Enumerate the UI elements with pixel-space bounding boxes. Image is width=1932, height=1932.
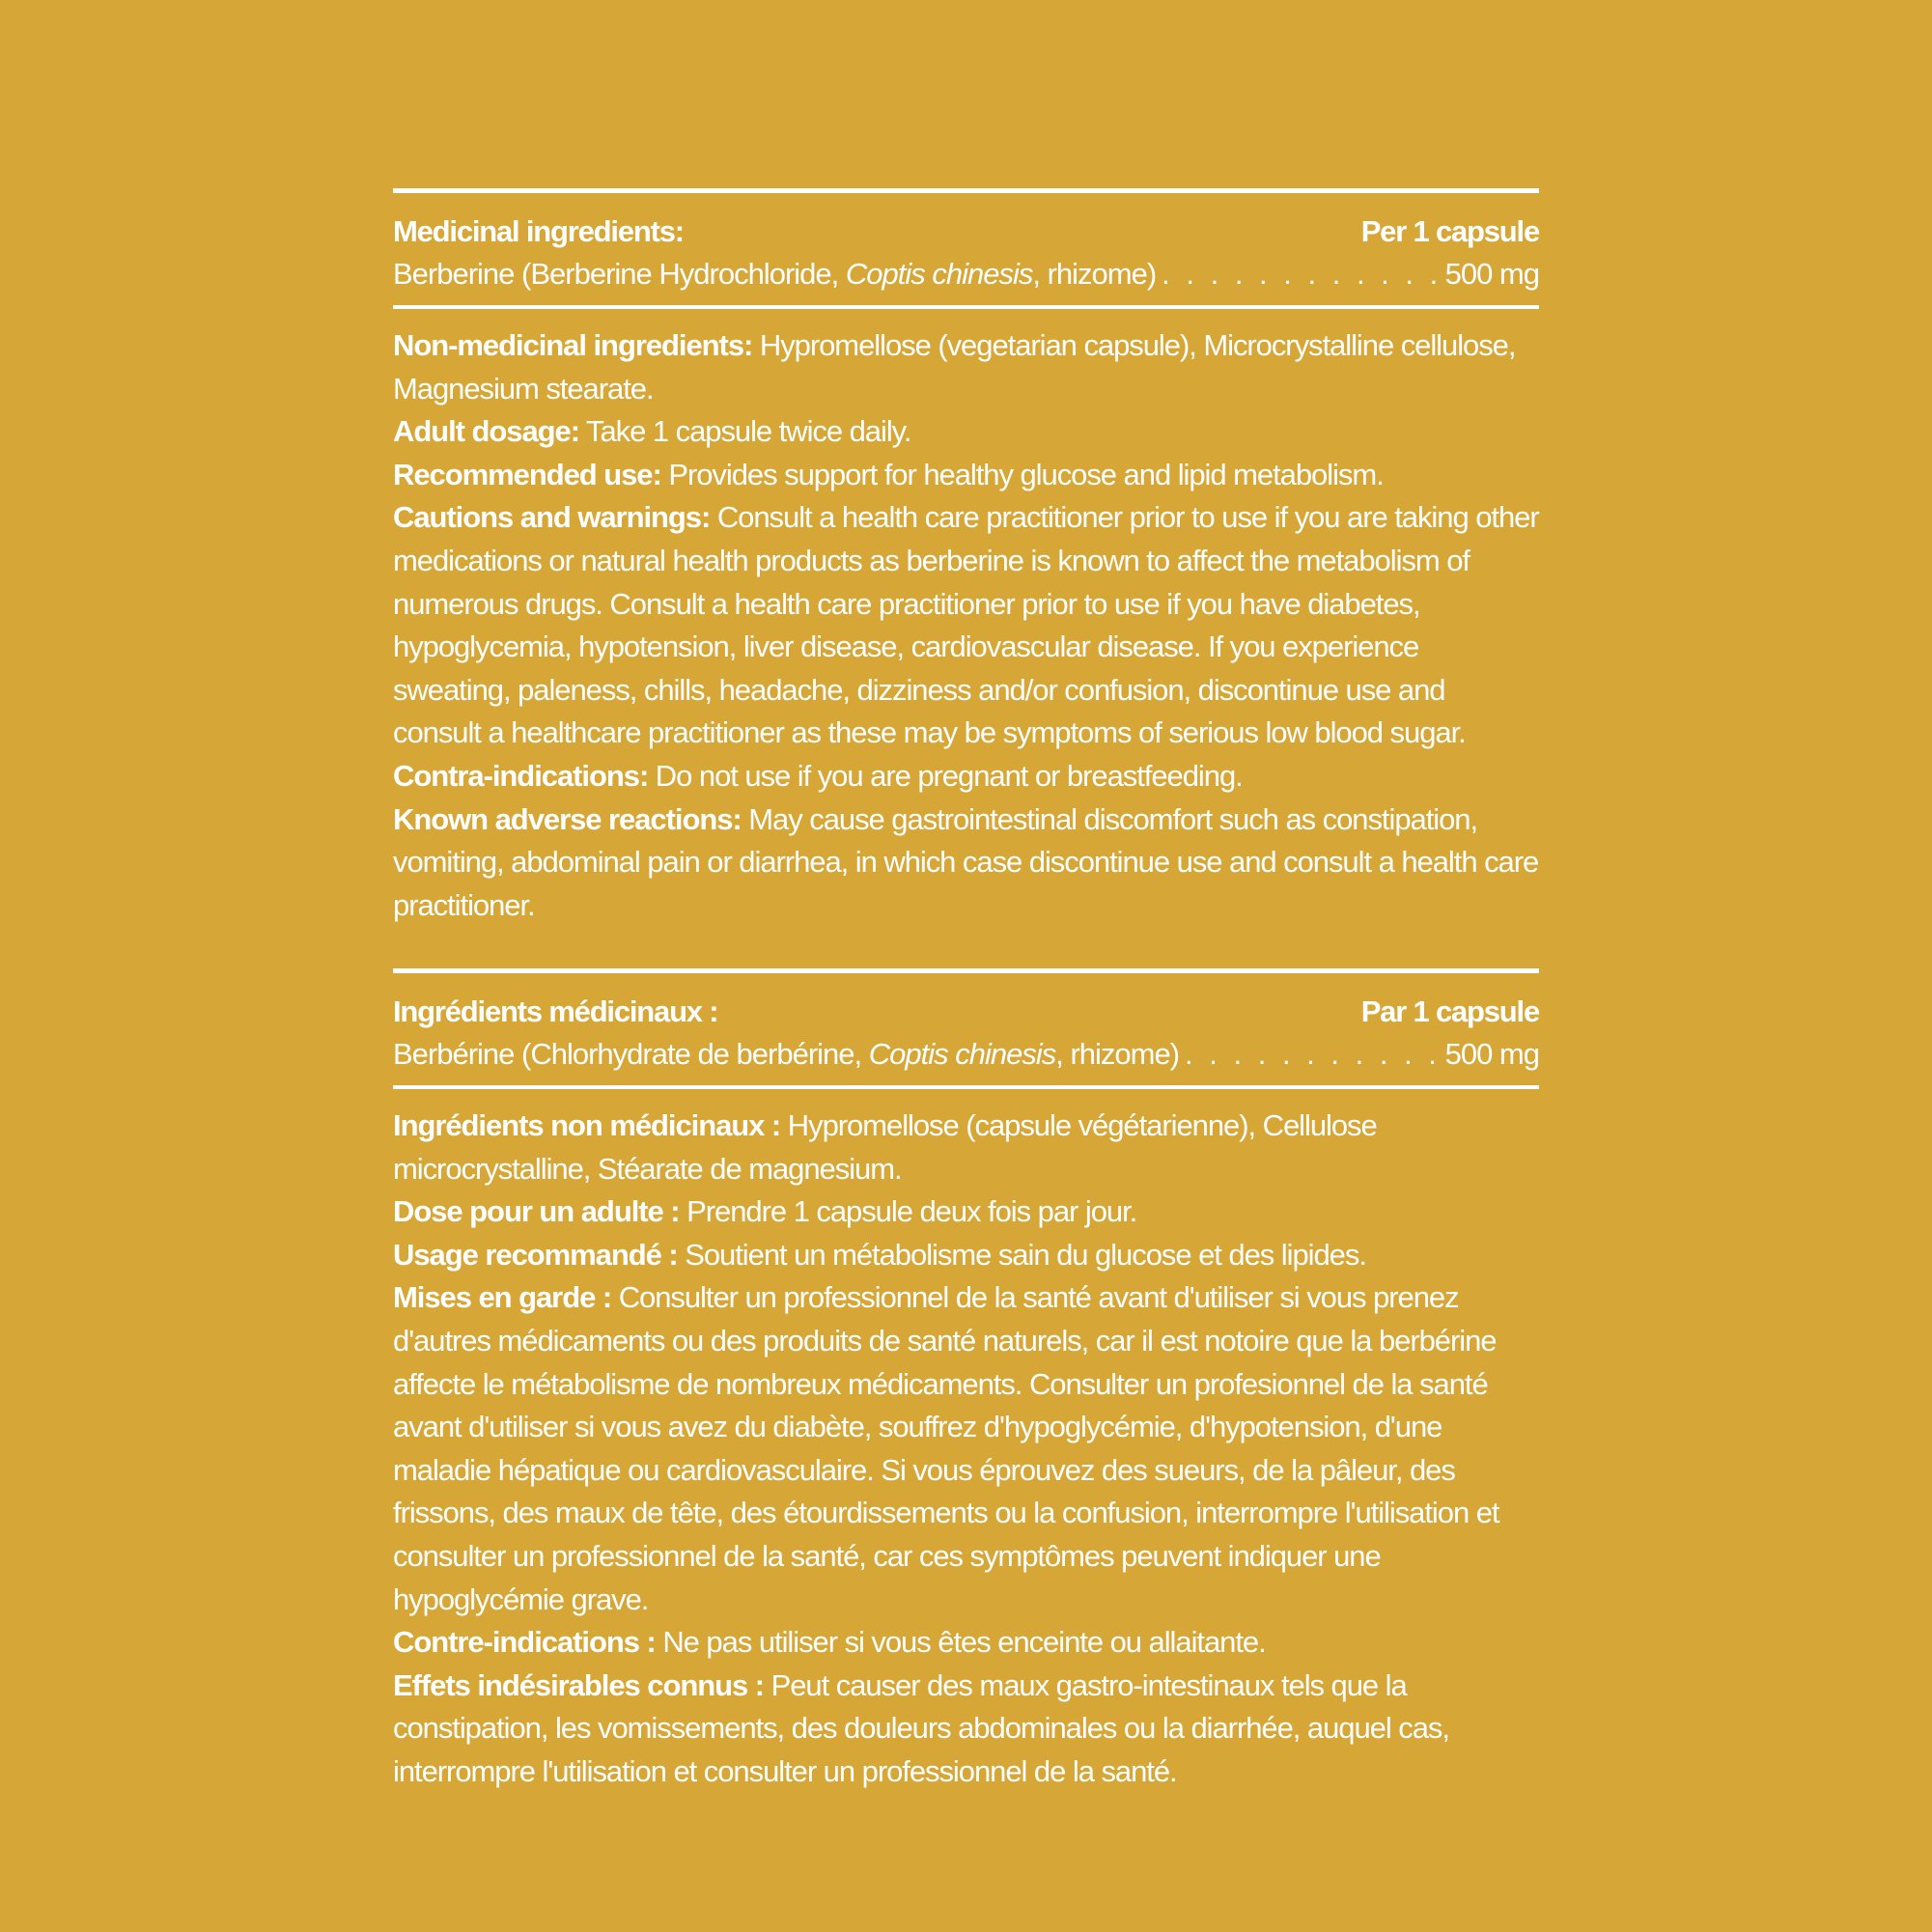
french-label-panel [393, 968, 1539, 1794]
per-capsule-heading: Par 1 capsule [1360, 994, 1539, 1028]
ingredient-prefix: Berberine (Berberine Hydrochloride, [393, 257, 846, 291]
section-label: Non-medicinal ingredients: [393, 328, 753, 362]
section-text: Consulter un professionnel de la santé avant d'utiliser si vous prenez d'autres médicaments ou des produits de santé naturels, car il est notoire que la berbérine affecte le métabolisme de nombreux médicaments. Consulter un profesionnel de la santé avant d'utiliser si vous avez du diabète, souffrez d'hypoglycémie, d'hypotension, d'une maladie hépatique ou cardiovasculaire. Si vous éprouvez des sueurs, de la pâleur, des frissons, des maux de tête, des étourdissements ou la confusion, interrompre l'utilisation et consulter un professionnel de la santé, car ces symptômes peuvent indiquer une hypoglycémie grave. [393, 1280, 1499, 1616]
section-label: Ingrédients non médicinaux : [393, 1108, 781, 1142]
medicinal-header-row [393, 210, 1539, 253]
section-non-medicinal [393, 324, 1539, 410]
section-contra-indications [393, 755, 1539, 798]
section-adverse-reactions [393, 1665, 1539, 1794]
ingredient-name [393, 253, 1156, 295]
section-label: Cautions and warnings: [393, 500, 711, 535]
section-text: Soutient un métabolisme sain du glucose et des lipides. [677, 1237, 1366, 1272]
section-text: Hypromellose (vegetarian capsule), Microcrystalline cellulose, Magnesium stearate. [393, 328, 1516, 406]
section-label: Dose pour un adulte : [393, 1194, 680, 1229]
section-text: Provides support for healthy glucose and lipid metabolism. [660, 457, 1384, 491]
section-label: Effets indésirables connus : [393, 1667, 765, 1702]
section-label: Contra-indications: [393, 758, 649, 793]
section-label: Mises en garde : [393, 1280, 612, 1315]
section-label: Adult dosage: [393, 414, 580, 449]
medicinal-ingredients-block [393, 973, 1539, 1085]
ingredient-species: Coptis chinesis [868, 1037, 1056, 1071]
section-text: Prendre 1 capsule deux fois par jour. [679, 1194, 1137, 1229]
section-label: Usage recommandé : [393, 1237, 678, 1272]
section-label: Contre-indications : [393, 1625, 656, 1660]
ingredient-species: Coptis chinesis [845, 257, 1033, 291]
section-text: Consult a health care practitioner prior to use if you are taking other medications or natural health products as berberine is known to affect the metabolism of numerous drugs. Consult a health care practitioner prior to use if you have diabetes, hypoglycemia, hypotension, liver disease, cardiovascular disease. If you experience sweating, paleness, chills, headache, dizziness and/or confusion, discontinue use and consult a healthcare practitioner as these may be symptoms of serious low blood sugar. [393, 500, 1539, 750]
section-adult-dosage [393, 410, 1539, 454]
ingredient-suffix: , rhizome) [1032, 257, 1157, 291]
ingredient-row [393, 253, 1539, 295]
section-text: Peut causer des maux gastro-intestinaux tels que la constipation, les vomissements, des douleurs abdominales ou la diarrhée, auquel cas, interrompre l'utilisation et consulter un professionnel de la santé. [393, 1667, 1449, 1788]
ingredient-prefix: Berbérine (Chlorhydrate de berbérine, [393, 1037, 869, 1071]
section-text: Do not use if you are pregnant or breastfeeding. [648, 758, 1243, 793]
french-details [393, 1089, 1539, 1794]
ingredient-amount: 500 mg [1444, 1037, 1539, 1071]
ingredient-row [393, 1033, 1539, 1076]
section-cautions [393, 496, 1539, 755]
section-non-medicinal [393, 1105, 1539, 1190]
english-details [393, 309, 1539, 927]
section-recommended-use [393, 454, 1539, 497]
section-label: Recommended use: [393, 457, 661, 491]
medicinal-ingredients-block [393, 193, 1539, 305]
section-contra-indications [393, 1621, 1539, 1665]
section-text: Take 1 capsule twice daily. [579, 414, 911, 449]
medicinal-heading: Ingrédients médicinaux : [393, 994, 718, 1028]
leader-dots [1162, 253, 1439, 295]
section-adult-dosage [393, 1190, 1539, 1234]
medicinal-heading: Medicinal ingredients: [393, 214, 684, 248]
section-label: Known adverse reactions: [393, 801, 742, 836]
per-capsule-heading: Per 1 capsule [1360, 214, 1539, 248]
leader-dots [1185, 1033, 1440, 1076]
medicinal-header-row [393, 991, 1539, 1033]
section-text: Hypromellose (capsule végétarienne), Cellulose microcrystalline, Stéarate de magnesium. [393, 1108, 1377, 1186]
section-text: Ne pas utiliser si vous êtes enceinte ou allaitante. [655, 1625, 1266, 1660]
section-cautions [393, 1276, 1539, 1621]
english-label-panel [393, 188, 1539, 927]
section-recommended-use [393, 1234, 1539, 1277]
section-adverse-reactions [393, 798, 1539, 928]
ingredient-suffix: , rhizome) [1055, 1037, 1180, 1071]
ingredient-amount: 500 mg [1444, 257, 1539, 291]
ingredient-name [393, 1033, 1179, 1076]
section-text: May cause gastrointestinal discomfort such as constipation, vomiting, abdominal pain or diarrhea, in which case discontinue use and consult a health care practitioner. [393, 801, 1539, 922]
